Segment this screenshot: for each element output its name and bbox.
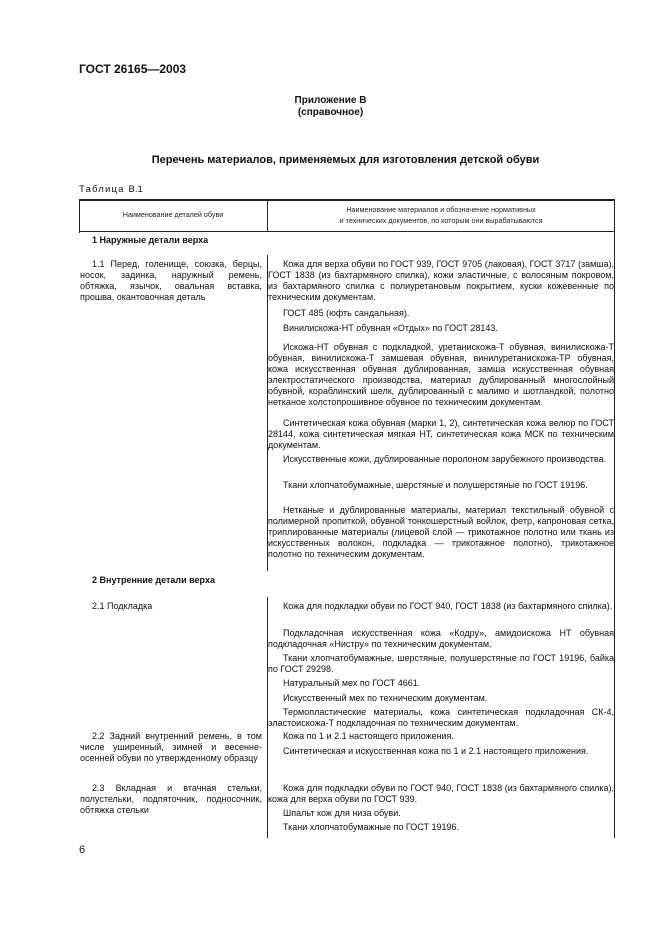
- table-header-border: [79, 231, 615, 232]
- document-title: Перечень материалов, применяемых для изготовления детской обуви: [151, 154, 540, 166]
- material-cell: ГОСТ 485 (юфть сандальная).: [283, 308, 410, 318]
- appendix-title: Приложение В: [294, 95, 367, 106]
- material-cell: Кожа для верха обуви по ГОСТ 939, ГОСТ 9705 (лаковая), ГОСТ 3717 (замша), ГОСТ 1838 (из бахтармяного спилка), кожи эластичные, с волосяным покровом, из бахтармяного спилка с полиуретановым покрытием, куски кожевенные по техническим документам.: [268, 259, 614, 302]
- table-caption-number: В.1: [128, 184, 143, 195]
- header-parts: Наименование деталей обуви: [122, 210, 224, 219]
- part-cell-2-3: 2.3 Вкладная и втачная стельки, полустельки, подпяточник, подносочник, обтяжка стельки: [80, 783, 262, 815]
- table-caption: [79, 184, 143, 195]
- appendix-note: (справочное): [297, 107, 364, 118]
- header-materials-line1: Наименование материалов и обозначение нормативных: [346, 205, 536, 214]
- table-right-border: [614, 199, 615, 838]
- header-materials-line2: и технических документов, по которым они вырабатываются: [339, 216, 543, 225]
- material-cell: Натуральный мех по ГОСТ 4661.: [283, 678, 421, 688]
- material-cell: Кожа по 1 и 2.1 настоящего приложения.: [283, 731, 454, 741]
- material-cell: Синтетическая и искусственная кожа по 1 и 2.1 настоящего приложения.: [283, 746, 589, 756]
- material-cell: Ткани хлопчатобумажные, шерстяные и полушерстяные по ГОСТ 19196.: [283, 480, 588, 490]
- material-cell: Ткани хлопчатобумажные по ГОСТ 19196.: [283, 822, 459, 832]
- appendix-heading: [0, 95, 661, 119]
- table-top-border: [79, 199, 615, 201]
- document-code: ГОСТ 26165—2003: [79, 62, 187, 76]
- materials-table: [79, 199, 615, 838]
- part-cell-1-1: 1.1 Перед, голенище, союзка, берцы, носок, задинка, наружный ремень, обтяжка, язычок, овальная вставка, прошва, окантовочная деталь: [80, 259, 262, 302]
- material-cell: Кожа для подкладки обуви по ГОСТ 940, ГОСТ 1838 (из бахтармяного спилка), кожа для верха обуви по ГОСТ 939.: [268, 783, 614, 804]
- material-cell: Ткани хлопчатобумажные, шерстяные, полушерстяные по ГОСТ 19196, байка по ГОСТ 29298.: [268, 653, 614, 674]
- material-cell: Термопластические материалы, кожа синтетическая подкладочная СК-4, эластоискожа-Т подкладочная по техническим документам.: [268, 707, 614, 728]
- page-number: 6: [79, 844, 86, 856]
- part-cell-2-1: 2.1 Подкладка: [92, 601, 153, 611]
- material-cell: Шпальт кож для низа обуви.: [283, 808, 401, 818]
- material-cell: Искусственный мех по техническим документам.: [283, 693, 488, 703]
- material-cell: Синтетическая кожа обувная (марки 1, 2), синтетическая кожа велюр по ГОСТ 28144, кожа синтетическая мягкая НТ, синтетическая кожа МСК по техническим документам.: [268, 418, 614, 450]
- header-materials: [268, 204, 614, 226]
- material-cell: Искусственные кожи, дублированные поролоном зарубежного производства.: [283, 454, 607, 464]
- table-caption-label: Таблица: [79, 184, 125, 195]
- material-cell: Подкладочная искусственная кожа «Кодру», амидоискожа НТ обувная подкладочная «Нистру» по техническим документам.: [268, 628, 614, 649]
- part-cell-2-2: 2.2 Задний внутренний ремень, в том числе уширенный, зимней и весенне-осенней обуви по утвержденному образцу: [80, 731, 262, 763]
- material-cell: Винилискожа-НТ обувная «Отдых» по ГОСТ 28143.: [283, 323, 498, 333]
- section-title-inner-parts: 2 Внутренние детали верха: [92, 575, 215, 585]
- material-cell: Кожа для подкладки обуви по ГОСТ 940, ГОСТ 1838 (из бахтармяного спилка).: [283, 601, 613, 611]
- material-cell: Нетканые и дублированные материалы, материал текстильный обувной с полимерной пропиткой, обувной тонкошерстный войлок, фетр, капроновая сетка, триплированные материалы (лицевой слой — трикотажное полотно или ткань из искусственных волокон, подкладка — трикотажное полотно), трикотажное полотно по техническим документам.: [268, 505, 614, 559]
- material-cell: Искожа-НТ обувная с подкладкой, уретанискожа-Т обувная, винилискожа-Т обувная, винилискожа-Т замшевая обувная, винилуретанискожа-ТР обувная, кожа искусственная обувная дублированная, замша искусственная обувная электростатического производства, материал дублированный многослойный обувной, кораблинский шелк, дублированный с малимо и шотландкой, полотно нетканое холстопрошивное обувное по техническим документам.: [268, 342, 614, 407]
- section-title-outer-parts: 1 Наружные детали верха: [92, 235, 209, 245]
